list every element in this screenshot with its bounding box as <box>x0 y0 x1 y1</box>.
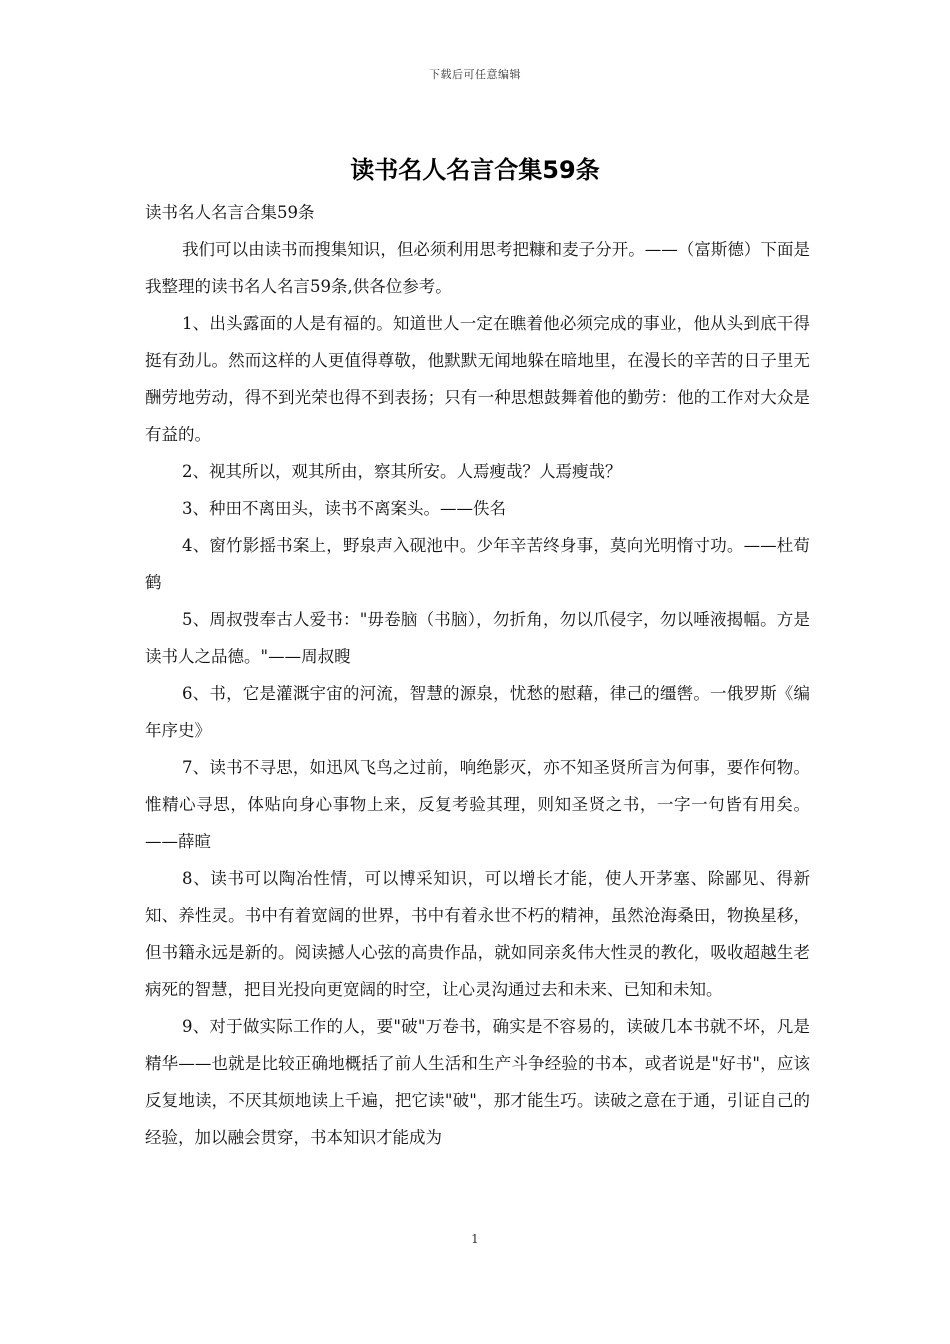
page-number: 1 <box>471 1232 479 1246</box>
quote-paragraph: 1、出头露面的人是有福的。知道世人一定在瞧着他必须完成的事业，他从头到底干得挺有劲儿。然而这样的人更值得尊敬，他默默无闻地躲在暗地里，在漫长的辛苦的日子里无酬劳地劳动，得不到光荣也得不到表扬；只有一种思想鼓舞着他的勤劳：他的工作对大众是有益的。 <box>145 314 810 444</box>
quote-paragraph: 6、书，它是灌溉宇宙的河流，智慧的源泉，忧愁的慰藉，律己的缰辔。一俄罗斯《编年序史》 <box>145 684 810 740</box>
quote-paragraph: 5、周叔弢奉古人爱书："毋卷脑（书脑），勿折角，勿以爪侵字，勿以唾液揭幅。方是读书人之品德。"——周叔瞍 <box>145 610 810 666</box>
document-body <box>145 194 810 1156</box>
quote-paragraph: 9、对于做实际工作的人，要"破"万卷书，确实是不容易的，读破几本书就不坏，凡是精华——也就是比较正确地概括了前人生活和生产斗争经验的书本，或者说是"好书"，应该反复地读，不厌其烦地读上千遍，把它读"破"，那才能生巧。读破之意在于通，引证自己的经验，加以融会贯穿，书本知识才能成为 <box>145 1017 810 1147</box>
document-subtitle: 读书名人名言合集59条 <box>145 203 315 222</box>
quote-paragraph: 7、读书不寻思，如迅风飞鸟之过前，响绝影灭，亦不知圣贤所言为何事，要作何物。惟精心寻思，体贴向身心事物上来，反复考验其理，则知圣贤之书，一字一句皆有用矣。——薛暄 <box>145 758 810 851</box>
quote-paragraph: 8、读书可以陶冶性情，可以博采知识，可以增长才能，使人开茅塞、除鄙见、得新知、养性灵。书中有着宽阔的世界，书中有着永世不朽的精神，虽然沧海桑田，物换星移，但书籍永远是新的。阅读撼人心弦的高贵作品，就如同亲炙伟大性灵的教化，吸收超越生老病死的智慧，把目光投向更宽阔的时空，让心灵沟通过去和未来、已知和未知。 <box>145 869 810 999</box>
quote-paragraph: 3、种田不离田头，读书不离案头。——佚名 <box>182 499 506 518</box>
quote-paragraph: 2、视其所以，观其所由，察其所安。人焉瘦哉？人焉瘦哉？ <box>182 462 622 481</box>
intro-paragraph: 我们可以由读书而搜集知识，但必须利用思考把糠和麦子分开。——（富斯德）下面是我整理的读书名人名言59条,供各位参考。 <box>145 240 810 296</box>
page-header: 下载后可任意编辑 <box>429 68 521 81</box>
document-title: 读书名人名言合集59条 <box>350 156 600 184</box>
quote-paragraph: 4、窗竹影摇书案上，野泉声入砚池中。少年辛苦终身事，莫向光明惰寸功。——杜荀鹤 <box>145 536 810 592</box>
